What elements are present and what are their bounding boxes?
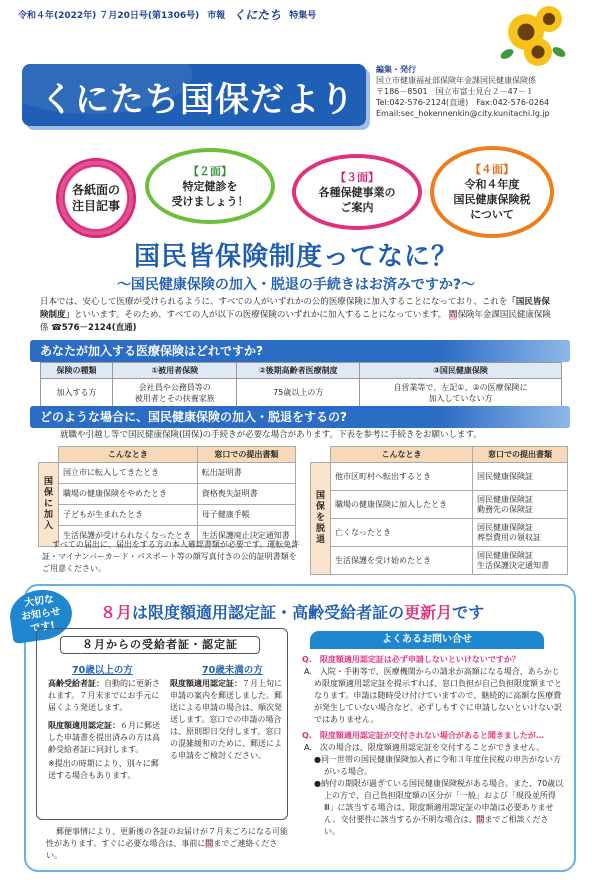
renewal-update-word: 更新月: [404, 603, 453, 622]
page4-label: 【４面】: [470, 163, 514, 176]
faq-answer: A. 次の場合は、限度額適用認定証を交付することができません。: [304, 743, 545, 752]
faq-bullet-text: ●納付の期限が過ぎている国民健康保険税がある場合。また、70歳以上の方で、自己負担限度額の区分が「一般」および「現役並所得Ⅲ」に該当する場合は、限度額適用認定証の申請は必要ありません。交付要件に該当するか不明な場合は、: [314, 779, 564, 824]
cert-note: ※提出の時期により、別々に郵送する場合もあります。: [48, 759, 159, 780]
section-heading-procedures: [30, 406, 570, 428]
table-cell: 転出証明書: [197, 463, 295, 484]
over70-text: [48, 678, 164, 782]
delivery-note-text: 郵便事情により、更新後の各証のお届けが７月末ごろになる可能性があります。すぐに必要な場合は、事前に: [46, 827, 288, 848]
table-cell: 75歳以上の方: [237, 379, 360, 407]
table-cell: 生活保護が受けられなくなったとき: [59, 526, 198, 547]
publisher-line: 〒186－8501 国立市富士見台２－47－１: [376, 87, 534, 96]
join-procedure-table: [38, 446, 296, 547]
table-row: [39, 484, 296, 505]
badge-line: 各紙面の: [71, 183, 120, 197]
intro-text: 日本では、安心して医療が受けられるように、すべての人がいずれかの公的医療保険に加入することになっており、これを: [40, 297, 508, 307]
table-cell: 子どもが生まれたとき: [59, 505, 198, 526]
page4-line: 国民健康保険税: [453, 193, 531, 206]
cert-text: ６月に郵送した申請書を提出済みの方は高齢受給者証に同封します。: [48, 721, 160, 754]
intro-text: といいます。そのため、すべての人が以下の医療保険のいずれかに加入することになっています。: [74, 310, 447, 320]
table-cell: 国民健康保険証: [472, 463, 567, 491]
main-headline: 国民皆保険制度ってなに？: [133, 242, 458, 272]
title-banner: [22, 64, 366, 126]
table-row: [311, 463, 568, 491]
table-cell: 他市区町村へ転出するとき: [331, 463, 473, 491]
page3-line: ご案内: [340, 200, 374, 214]
page3-line: 各種保健事業の: [318, 185, 396, 199]
table-header-cell: ③国民健康保険: [360, 363, 562, 379]
faq-answer: A. 入院・手術等で、医療機関からの請求が高額になる場合、あらかじめ限度額適用認定証を提示すれば、窓口負担が自己負担限度額までとなります。申請は随時受け付けていますので、継続的に高額な医療費が発生していない場合など、必ずしもすぐに申請しないといけない訳ではありません。: [304, 667, 562, 724]
table-cell: 生活保護を受け始めたとき: [331, 547, 473, 575]
table-header-cell: ②後期高齢者医療制度: [237, 363, 360, 379]
faq-heading: よくあるお問い合せ: [310, 631, 544, 649]
table-corner: [39, 447, 59, 463]
table-header-cell: ①被用者保険: [113, 363, 237, 379]
faq-bullet-text: までご相談ください。: [324, 815, 549, 836]
featured-articles-badge: [56, 158, 136, 238]
section-title: どのような場合に、国民健康保険の加入・脱退をするの?: [40, 410, 347, 424]
table-header-row: [39, 447, 296, 463]
table-row: [41, 379, 562, 407]
table-row: [311, 491, 568, 519]
under70-heading: 70歳未満の方: [202, 665, 263, 676]
delivery-note: [46, 826, 290, 862]
tag-line: です!: [29, 620, 56, 635]
renewal-head-item: 限度額適用認定証: [148, 603, 277, 622]
delivery-note-text: までご連絡ください。: [46, 839, 278, 860]
issue-date: 令和４年(2022年) ７月20日号(第1306号): [18, 11, 200, 21]
page2-label: 【２面】: [188, 164, 232, 178]
page2-bubble: [145, 148, 275, 224]
sub-headline: ～国民健康保険の加入・脱退の手続きはお済みですか?～: [116, 277, 476, 293]
page4-bubble: [430, 146, 554, 238]
masthead: [14, 64, 578, 128]
table-header-cell: 窓口での提出書類: [197, 447, 295, 463]
intro-phone: ☎576－2124(直通): [51, 323, 137, 333]
leave-side-label: 国保を脱退: [311, 463, 331, 575]
tag-line: お知らせ: [20, 606, 62, 623]
publisher-heading: 編集・発行: [376, 65, 416, 74]
certificate-box-title: ８月からの受給者証・認定証: [60, 636, 260, 654]
intro-paragraph: [40, 296, 554, 335]
table-row: [39, 463, 296, 484]
table-cell: 亡くなったとき: [331, 519, 473, 547]
table-cell: 会社員や公務員等の 被用者とその扶養家族: [113, 379, 237, 407]
table-header-row: [311, 447, 568, 463]
cert-text: ７月上旬に申請の案内を郵送しました。郵送による申請の場合は、順次発送します。窓口での申請の場合は、原則即日交付します。窓口の混雑緩和のために、郵送による申請をご検討ください。: [170, 679, 282, 760]
cert-text: 自動的に更新されます。７月末までにお手元に届くよう発送します。: [48, 679, 160, 712]
intro-contact: 保険年金課国民健康保険係: [40, 310, 551, 333]
city-logo-text: くにたち: [233, 8, 282, 22]
table-cell: 国民健康保険証 勤務先の保険証: [472, 491, 567, 519]
page4-line: について: [470, 208, 514, 221]
renewal-month: ８月: [100, 603, 133, 622]
join-side-label: 国保に加入: [39, 463, 59, 547]
faq-bullet: ●同一世帯の国民健康保険加入者に令和３年度住民税の申告がない方がいる場合。: [314, 755, 561, 776]
table-row: [39, 505, 296, 526]
renewal-head-item: 高齢受給者証: [292, 603, 389, 622]
faq-section: [302, 652, 564, 838]
table-cell: 国立市に転入してきたとき: [59, 463, 198, 484]
table-header-cell: 窓口での提出書類: [472, 447, 567, 463]
tag-line: 大切な: [23, 594, 55, 610]
table-cell: 自営業等で、左記①、②の医療保険に 加入していない方: [360, 379, 562, 407]
insurance-type-table: [40, 362, 562, 407]
cert-label: 限度額適用認定証：: [48, 721, 120, 730]
procedure-intro: 就職や引越し等で国民健康保険(国保)の手続きが必要な場合があります。下表を参考に手続きをお願いします。: [60, 430, 482, 440]
page2-line: 特定健診を: [182, 179, 238, 193]
contact-mark: 問: [205, 839, 214, 848]
table-cell: 職場の健康保険に加入したとき: [331, 491, 473, 519]
page4-line: 令和４年度: [464, 178, 520, 191]
table-cell: 資格喪失証明書: [197, 484, 295, 505]
table-header-row: [41, 363, 562, 379]
table-header-cell: こんなとき: [59, 447, 198, 463]
renewal-head-text: ・: [276, 603, 293, 622]
publisher-line: 国立市健康福祉部保険年金課国民健康保険係: [376, 76, 536, 85]
leave-procedure-table: [310, 446, 568, 575]
publisher-info: [376, 64, 586, 119]
city-prefix: 市報: [207, 11, 226, 21]
newsletter-title: くにたち国保だより: [40, 80, 355, 120]
page2-line: 受けましょう！: [171, 194, 249, 208]
over70-heading: 70歳以上の方: [72, 665, 133, 676]
contact-mark: 問: [448, 310, 458, 320]
section-title: あなたが加入する医療保険はどれですか?: [40, 344, 263, 358]
page3-bubble: [292, 154, 422, 230]
renewal-head-text: の: [388, 603, 405, 622]
table-cell: 国民健康保険証 生活保護決定通知書: [472, 547, 567, 575]
publisher-line: Tel:042-576-2124(直通) Fax:042-576-0264: [376, 98, 550, 107]
renewal-head-text: は: [132, 603, 149, 622]
special-issue-label: 特集号: [289, 11, 317, 21]
publisher-email: Email:sec_hokennenkin@city.kunitachi.lg.jp: [376, 109, 550, 118]
faq-question: Q. 限度額適用認定証が交付されない場合があると聞きましたが…: [302, 731, 544, 740]
intro-bold-term: 「国民皆保険制度」: [40, 297, 550, 320]
issue-line: [18, 6, 316, 23]
table-cell: 職場の健康保険をやめたとき: [59, 484, 198, 505]
page3-label: 【３面】: [335, 170, 379, 184]
id-document-note: すべての届出に、届出をする方の本人確認書類が必要です。運転免許証・マイナンバーカード・パスポート等の顔写真付きの公的証明書類をご用意ください。: [42, 540, 300, 573]
table-cell: 母子健康手帳: [197, 505, 295, 526]
table-cell: 国民健康保険証 葬祭費用の領収証: [472, 519, 567, 547]
table-row: [311, 519, 568, 547]
badge-line: 注目記事: [71, 199, 120, 213]
cert-label: 限度額適用認定証：: [170, 679, 242, 688]
table-header-cell: こんなとき: [331, 447, 473, 463]
table-row-label: 加入する方: [41, 379, 113, 407]
table-corner: [311, 447, 331, 463]
renewal-headline: [100, 600, 484, 623]
table-header-cell: 保険の種類: [41, 363, 113, 379]
faq-question: Q. 限度額適用認定証は必ず申請しないといけないですか？: [302, 655, 520, 664]
cert-label: 高齢受給者証：: [48, 679, 104, 688]
renewal-head-text: です: [452, 603, 485, 622]
faq-bullet: [314, 778, 564, 838]
contact-mark: 問: [476, 815, 485, 824]
table-cell: 生活保護廃止決定通知書: [197, 526, 295, 547]
section-heading-insurance: [30, 340, 570, 362]
under70-text: [170, 678, 282, 762]
table-row: [311, 547, 568, 575]
